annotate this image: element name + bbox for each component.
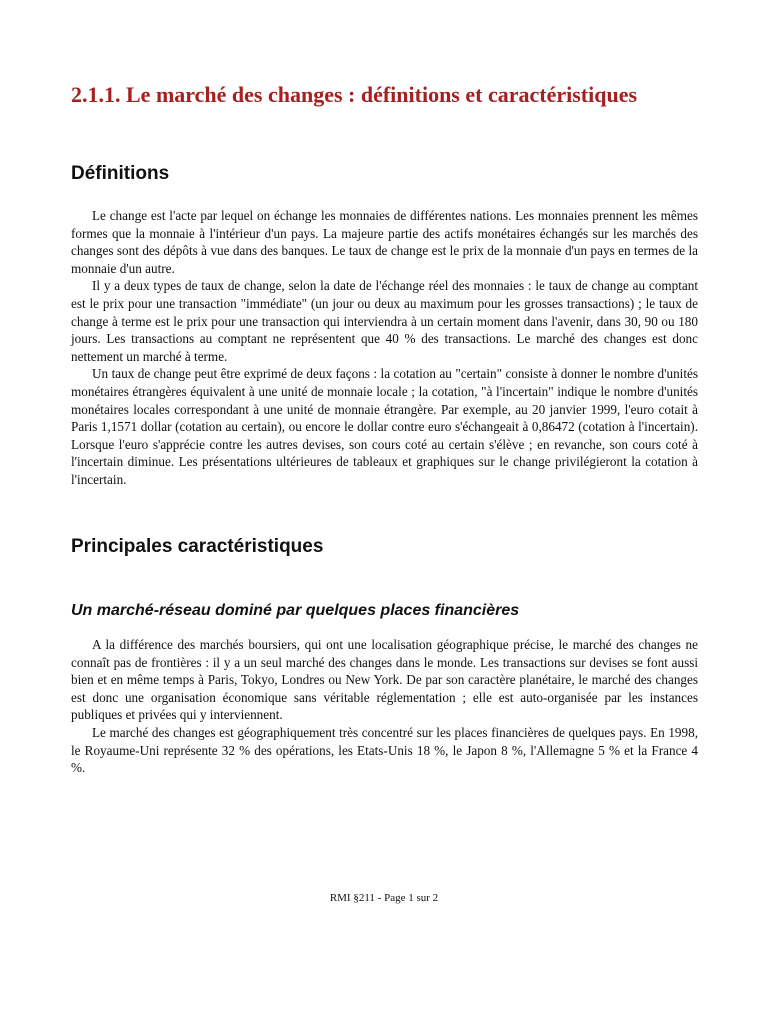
page-footer: RMI §211 - Page 1 sur 2 [329,892,439,904]
page-title: 2.1.1. Le marché des changes : définitions et caractéristiques [71,82,638,107]
paragraph: Il y a deux types de taux de change, selon la date de l'échange réel des monnaies : le taux de change au comptant est le prix pour une transaction "immédiate" (un jour ou deux au maximum pour les grosses transactions) ; le taux de change à terme est le prix pour une transaction qui interviendra à un certain moment dans l'avenir, dans 30, 90 ou 180 jours. Les transactions au comptant ne représentent que 40 % des transactions. Le marché des changes est donc nettement un marché à terme. [71,278,698,364]
section-body-characteristics [71,636,698,777]
section-body-definitions [71,207,698,489]
section-heading-definitions: Définitions [71,163,170,184]
section-heading-characteristics: Principales caractéristiques [71,536,324,557]
paragraph: A la différence des marchés boursiers, qui ont une localisation géographique précise, le marché des changes ne connaît pas de frontières : il y a un seul marché des changes dans le monde. Les transactions sur devises se font aussi bien et en même temps à Paris, Tokyo, Londres ou New York. De par son caractère planétaire, le marché des changes est donc une organisation économique sans véritable réglementation ; elle est auto-organisée par les instances publiques et privées qui y interviennent. [71,637,698,723]
subsection-heading: Un marché-réseau dominé par quelques places financières [71,602,520,619]
paragraph: Le change est l'acte par lequel on échange les monnaies de différentes nations. Les monnaies prennent les mêmes formes que la monnaie à l'intérieur d'un pays. La majeure partie des actifs monétaires échangés sur les marchés des changes sont des dépôts à vue dans des banques. Le taux de change est le prix de la monnaie d'un pays en termes de la monnaie d'un autre. [71,208,698,276]
paragraph: Un taux de change peut être exprimé de deux façons : la cotation au "certain" consiste à donner le nombre d'unités monétaires étrangères équivalent à une unité de monnaie locale ; la cotation, "à l'incertain" indique le nombre d'unités monétaires locales correspondant à une unité de monnaie étrangère. Par exemple, au 20 janvier 1999, l'euro cotait à Paris 1,1571 dollar (cotation au certain), ou encore le dollar contre euro s'échangeait à 0,86472 (cotation à l'incertain). Lorsque l'euro s'apprécie contre les autres devises, son cours coté au certain s'élève ; en revanche, son cours coté à l'incertain diminue. Les présentations ultérieures de tableaux et graphiques sur le change privilégieront la cotation à l'incertain. [71,366,698,487]
paragraph: Le marché des changes est géographiquement très concentré sur les places financières de quelques pays. En 1998, le Royaume-Uni représente 32 % des opérations, les Etats-Unis 18 %, le Japon 8 %, l'Allemagne 5 % et la France 4 %. [71,724,698,776]
